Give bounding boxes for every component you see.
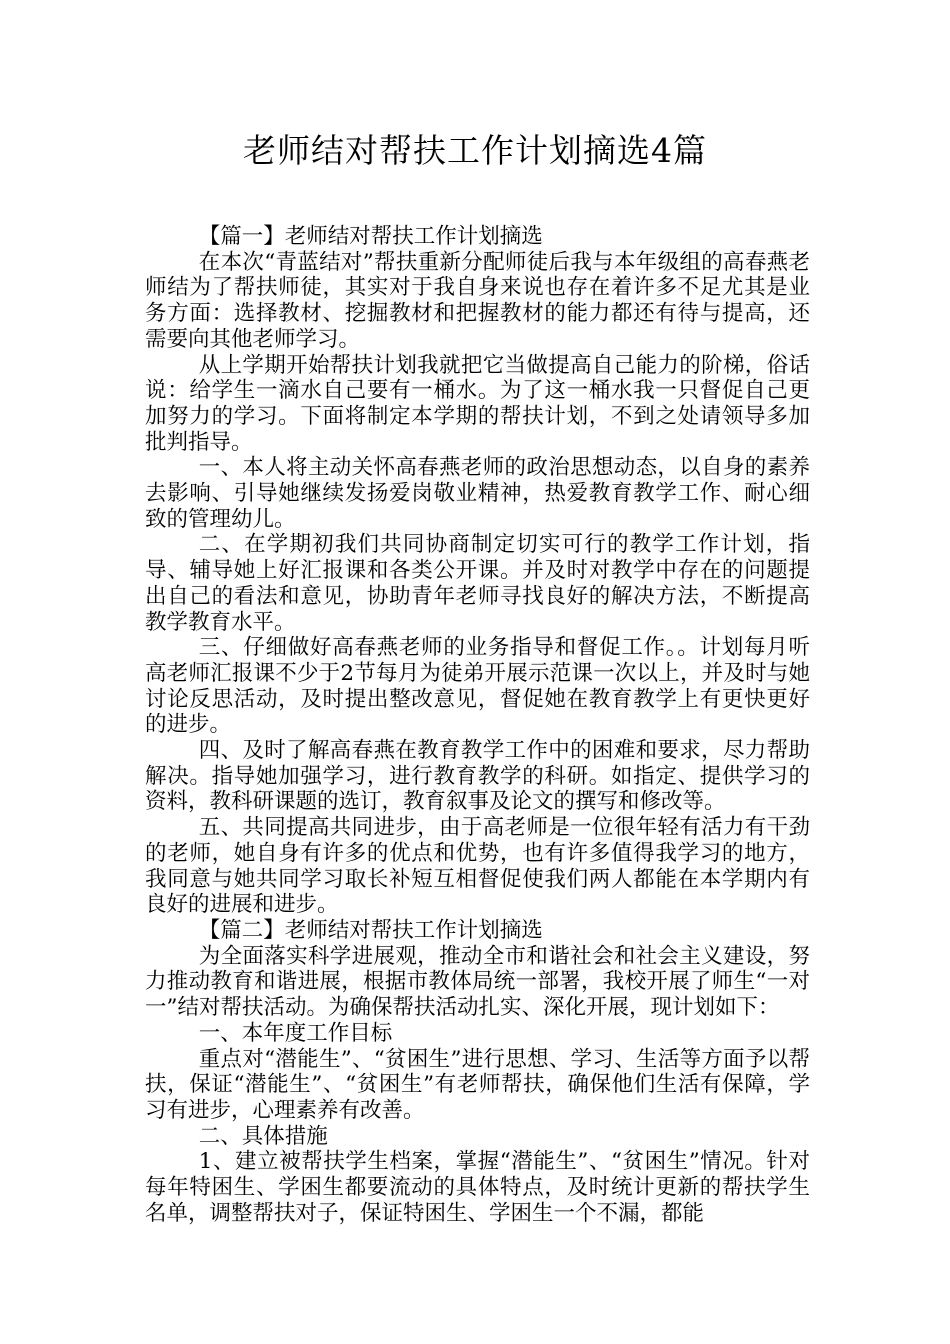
paragraph: 在本次“青蓝结对”帮扶重新分配师徒后我与本年级组的高春燕老师结为了帮扶师徒，其实对于我自身来说也存在着许多不足尤其是业务方面：选择教材、挖掘教材和把握教材的能力都还有待与提高，还需要向其他老师学习。 — [145, 249, 810, 352]
subheading: 二、具体措施 — [198, 1123, 328, 1149]
paragraph: 1、建立被帮扶学生档案，掌握“潜能生”、“贫困生”情况。针对每年特困生、学困生都要流动的具体特点，及时统计更新的帮扶学生名单，调整帮扶对子，保证特困生、学困生一个不漏，都能 — [145, 1149, 810, 1226]
section-heading-1: 【篇一】老师结对帮扶工作计划摘选 — [198, 224, 543, 249]
subheading: 一、本年度工作目标 — [198, 1020, 393, 1046]
paragraph: 三、仔细做好高春燕老师的业务指导和督促工作。。计划每月听高老师汇报课不少于2节每月为徒弟开展示范课一次以上，并及时与她讨论反思活动，及时提出整改意见，督促她在教育教学上有更快更好的进步。 — [145, 635, 810, 738]
section-heading-2: 【篇二】老师结对帮扶工作计划摘选 — [198, 917, 543, 943]
paragraph: 五、共同提高共同进步，由于高老师是一位很年轻有活力有干劲的老师，她自身有许多的优点和优势，也有许多值得我学习的地方，我同意与她共同学习取长补短互相督促使我们两人都能在本学期内有良好的进展和进步。 — [145, 815, 810, 918]
document-body — [145, 224, 810, 1226]
paragraph: 重点对“潜能生”、“贫困生”进行思想、学习、生活等方面予以帮扶，保证“潜能生”、“贫困生”有老师帮扶，确保他们生活有保障，学习有进步，心理素养有改善。 — [145, 1046, 810, 1123]
paragraph: 四、及时了解高春燕在教育教学工作中的困难和要求，尽力帮助解决。指导她加强学习，进行教育教学的科研。如指定、提供学习的资料，教科研课题的选订，教育叙事及论文的撰写和修改等。 — [145, 738, 810, 815]
paragraph: 从上学期开始帮扶计划我就把它当做提高自己能力的阶梯，俗话说：给学生一滴水自己要有一桶水。为了这一桶水我一只督促自己更加努力的学习。下面将制定本学期的帮扶计划，不到之处请领导多加批判指导。 — [145, 352, 810, 455]
paragraph: 二、在学期初我们共同协商制定切实可行的教学工作计划，指导、辅导她上好汇报课和各类公开课。并及时对教学中存在的问题提出自己的看法和意见，协助青年老师寻找良好的解决方法，不断提高教学教育水平。 — [145, 532, 810, 635]
document-title: 老师结对帮扶工作计划摘选4篇 — [243, 131, 707, 170]
paragraph: 为全面落实科学进展观，推动全市和谐社会和社会主义建设，努力推动教育和谐进展，根据市教体局统一部署，我校开展了师生“一对一”结对帮扶活动。为确保帮扶活动扎实、深化开展，现计划如下： — [145, 943, 810, 1021]
paragraph: 一、本人将主动关怀高春燕老师的政治思想动态，以自身的素养去影响、引导她继续发扬爱岗敬业精神，热爱教育教学工作、耐心细致的管理幼儿。 — [145, 455, 810, 532]
